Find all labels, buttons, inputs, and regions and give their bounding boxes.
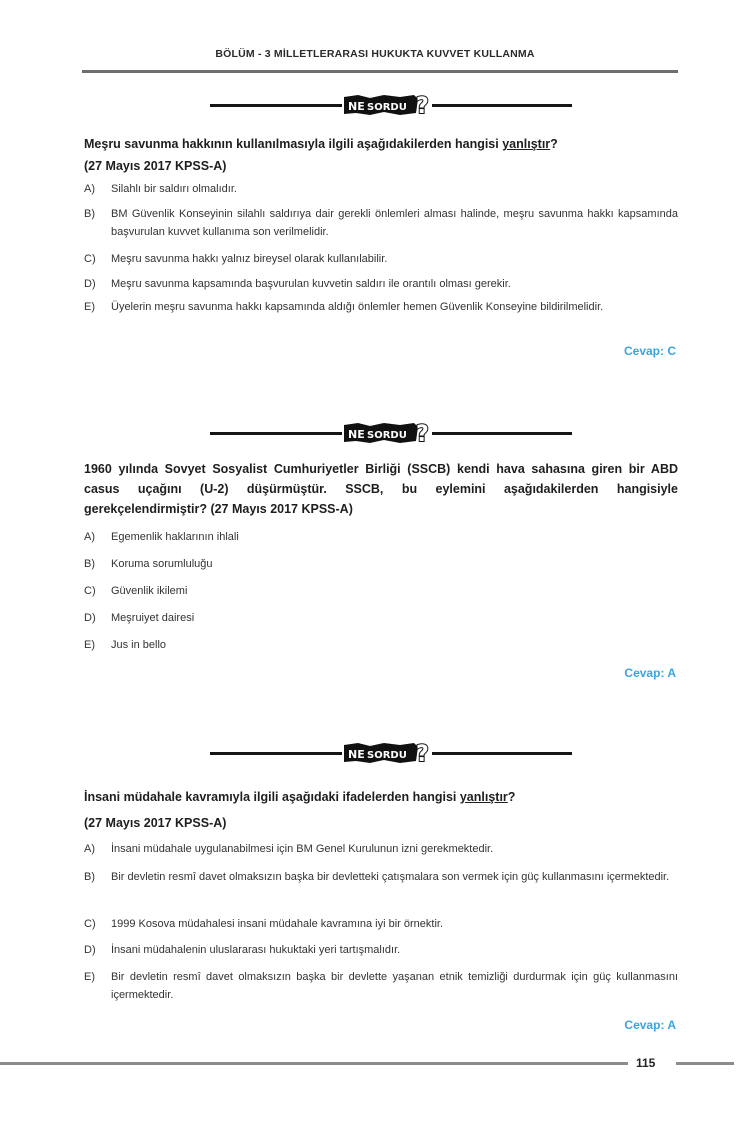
question-3-option-e (84, 968, 678, 1004)
question-3-option-b (84, 868, 678, 886)
option-letter: C) (84, 585, 96, 597)
option-letter: A) (84, 843, 95, 855)
badge-question-mark: ? (416, 742, 429, 765)
banner-line-right (432, 752, 572, 755)
badge-sordu-text: SORDU (367, 430, 407, 441)
option-letter: C) (84, 253, 96, 265)
question-2-option-a (84, 528, 678, 546)
question-1-source: (27 Mayıs 2017 KPSS-A) (84, 159, 227, 173)
option-text: 1999 Kosova müdahalesi insani müdahale kavramına iyi bir örnektir. (111, 918, 444, 930)
option-letter: E) (84, 301, 95, 313)
option-text: Meşruiyet dairesi (111, 612, 195, 624)
badge-question-mark: ? (416, 94, 429, 117)
option-letter: D) (84, 944, 96, 956)
header-rule (82, 70, 678, 73)
question-2-option-d (84, 609, 678, 627)
question-3-stem (84, 787, 678, 807)
option-letter: D) (84, 278, 96, 290)
question-2-stem: 1960 yılında Sovyet Sosyalist Cumhuriyetler Birliği (SSCB) kendi hava sahasına giren bir ABD casus uçağını (U-2) düşürmüştür. SSCB, bu eylemini aşağıdakilerden hangisiyle gerekçelendirmiştir? (27 Mayıs 2017 KPSS-A) (84, 462, 678, 516)
ne-sordu-banner (210, 93, 572, 117)
option-text: BM Güvenlik Konseyinin silahlı saldırıya dair gerekli önlemleri alması halinde, meşru savunma hakkı kapsamında başvurulan kuvvet kullanıma son verilmelidir. (111, 208, 678, 238)
option-letter: B) (84, 871, 95, 883)
option-letter: E) (84, 971, 95, 983)
option-letter: B) (84, 208, 95, 220)
option-letter: C) (84, 918, 96, 930)
question-1-answer: Cevap: C (623, 344, 676, 358)
question-1-stem-end: ? (550, 137, 558, 151)
question-3-option-d (84, 941, 678, 959)
option-text: Üyelerin meşru savunma hakkı kapsamında aldığı önlemler hemen Güvenlik Konseyine bildirilmelidir. (111, 301, 604, 313)
running-head: BÖLÜM - 3 MİLLETLERARASI HUKUKTA KUVVET KULLANMA (215, 48, 535, 60)
option-text: Bir devletin resmî davet olmaksızın başka bir devlette yaşanan etnik temizliği durdurmak için güç kullanmasını içermektedir. (111, 971, 678, 1001)
badge-sordu-text: SORDU (367, 750, 407, 761)
option-letter: A) (84, 531, 95, 543)
question-1-stem (84, 134, 678, 154)
banner-line-left (210, 104, 342, 107)
question-1-option-b (84, 205, 678, 241)
question-2-option-e (84, 636, 678, 654)
option-letter: D) (84, 612, 96, 624)
option-text: Jus in bello (111, 639, 167, 651)
badge-sordu-text: SORDU (367, 102, 407, 113)
option-text: Güvenlik ikilemi (111, 585, 188, 597)
option-letter: B) (84, 558, 95, 570)
ne-sordu-banner (210, 741, 572, 765)
question-3-key-word: yanlıştır (459, 790, 508, 804)
footer-rule-right (676, 1062, 734, 1065)
question-1-option-a (84, 180, 678, 198)
question-2-answer: Cevap: A (624, 666, 676, 680)
ne-sordu-badge-icon (340, 741, 436, 765)
badge-ne-text: NE (348, 428, 365, 441)
page-number: 115 (636, 1056, 656, 1070)
question-1-option-e (84, 298, 678, 316)
question-2-option-b (84, 555, 678, 573)
banner-line-right (432, 432, 572, 435)
footer-rule-left (0, 1062, 628, 1065)
badge-ne-text: NE (348, 100, 365, 113)
question-3-stem-text: İnsani müdahale kavramıyla ilgili aşağıdaki ifadelerden hangisi (84, 790, 460, 804)
option-text: Silahlı bir saldırı olmalıdır. (111, 183, 237, 195)
option-text: Bir devletin resmî davet olmaksızın başka bir devletteki çatışmalara son vermek için güç kullanmasını içermektedir. (111, 871, 670, 883)
banner-line-left (210, 432, 342, 435)
ne-sordu-badge-icon (340, 421, 436, 445)
ne-sordu-badge-icon (340, 93, 436, 117)
option-letter: E) (84, 639, 95, 651)
question-1-option-d (84, 275, 678, 293)
badge-question-mark: ? (416, 422, 429, 445)
question-2-option-c (84, 582, 678, 600)
question-3-source: (27 Mayıs 2017 KPSS-A) (84, 816, 227, 830)
question-3-option-a (84, 840, 678, 858)
option-text: Meşru savunma kapsamında başvurulan kuvvetin saldırı ile orantılı olması gerekir. (111, 278, 511, 290)
option-text: İnsani müdahalenin uluslararası hukuktaki yeri tartışmalıdır. (111, 944, 401, 956)
option-text: Egemenlik haklarının ihlali (111, 531, 239, 543)
question-1-option-c (84, 250, 678, 268)
banner-line-left (210, 752, 342, 755)
question-3-answer: Cevap: A (624, 1018, 676, 1032)
badge-ne-text: NE (348, 748, 365, 761)
question-3-stem-end: ? (507, 790, 516, 804)
question-1-key-word: yanlıştır (502, 137, 551, 151)
option-text: Meşru savunma hakkı yalnız bireysel olarak kullanılabilir. (111, 253, 388, 265)
question-3-option-c (84, 915, 678, 933)
banner-line-right (432, 104, 572, 107)
option-text: İnsani müdahale uygulanabilmesi için BM Genel Kurulunun izni gerekmektedir. (111, 843, 494, 855)
ne-sordu-banner (210, 421, 572, 445)
option-letter: A) (84, 183, 95, 195)
question-1-stem-text: Meşru savunma hakkının kullanılmasıyla ilgili aşağıdakilerden hangisi (84, 137, 503, 151)
option-text: Koruma sorumluluğu (111, 558, 213, 570)
